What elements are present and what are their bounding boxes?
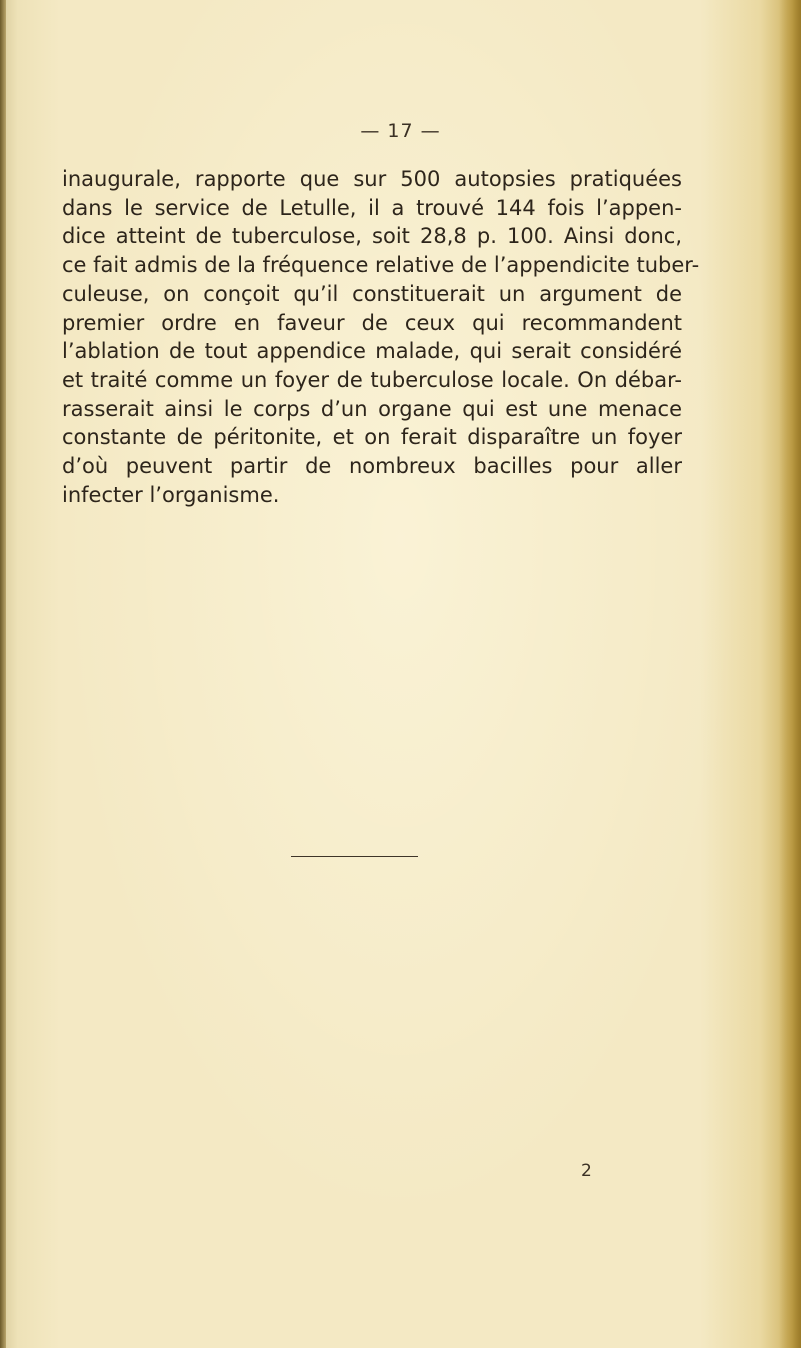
page-number: — 17 —	[360, 120, 441, 142]
text-line: rasserait ainsi le corps d’un organe qui est une menace	[62, 396, 682, 421]
text-line: culeuse, on conçoit qu’il constituerait un argument de	[62, 281, 682, 306]
text-line: l’ablation de tout appendice malade, qui serait considéré	[62, 339, 682, 364]
text-line: et traité comme un foyer de tuberculose locale. On débar-	[62, 367, 682, 392]
text-line: dans le service de Letulle, il a trouvé 144 fois l’appen-	[62, 195, 682, 220]
text-line: constante de péritonite, et on ferait disparaître un foyer	[62, 425, 682, 450]
text-line: premier ordre en faveur de ceux qui recommandent	[62, 310, 682, 335]
section-divider	[291, 856, 418, 857]
text-line: infecter l’organisme.	[62, 482, 280, 507]
page-right-edge	[779, 0, 801, 1348]
page-left-edge	[0, 0, 6, 1348]
signature-mark: 2	[581, 1161, 592, 1181]
text-line: ce fait admis de la fréquence relative de l’appendicite tuber-	[62, 253, 700, 278]
text-line: d’où peuvent partir de nombreux bacilles pour aller	[62, 454, 682, 479]
text-line: dice atteint de tuberculose, soit 28,8 p. 100. Ainsi donc,	[62, 224, 682, 249]
text-line: inaugurale, rapporte que sur 500 autopsies pratiquées	[62, 167, 682, 191]
body-paragraph	[62, 165, 700, 509]
